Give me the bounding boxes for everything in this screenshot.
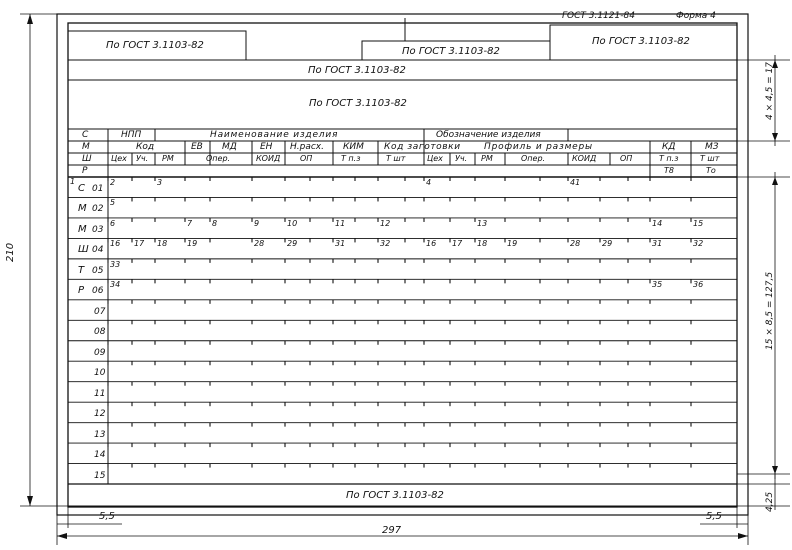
md-header: МД — [222, 142, 237, 152]
kim-header: КИМ — [343, 142, 364, 152]
dim-top-block: 4 × 4,5 = 17 — [765, 61, 775, 120]
standard-reference: ГОСТ 3.1121-84 — [562, 11, 635, 21]
sh-koid: КОИД — [256, 154, 281, 163]
cell-number: 18 — [157, 239, 168, 249]
dim-width-total: 297 — [382, 525, 402, 536]
cell-number: 5 — [110, 198, 116, 208]
kd-header: КД — [662, 142, 676, 152]
row-number: 07 — [94, 306, 106, 317]
sh-koid-2: КОИД — [572, 154, 597, 163]
form-label: Форма 4 — [676, 11, 716, 21]
row-number: 12 — [94, 409, 106, 420]
sh-section-2: Уч. — [455, 154, 468, 163]
npp-header: НПП — [121, 130, 142, 140]
n-rash-header: Н.расх. — [290, 142, 324, 152]
cell-number: 2 — [110, 178, 116, 187]
row-number: 15 — [94, 470, 106, 481]
sh-tpz-2: Т п.з — [659, 154, 679, 163]
sh-operation: Опер. — [206, 154, 231, 163]
cell-number: 6 — [110, 218, 116, 228]
cell-number: 3 — [157, 178, 163, 187]
cell-number: 32 — [380, 239, 391, 249]
dim-rows-block: 15 × 8,5 = 127,5 — [765, 271, 775, 350]
cell-number: 19 — [507, 239, 518, 249]
row-number: 04 — [92, 245, 104, 256]
cell-number: 9 — [254, 218, 260, 228]
row-number: 01 — [92, 184, 104, 194]
cell-number: 18 — [477, 239, 488, 249]
ref-box-middle: По ГОСТ 3.1103-82 — [402, 46, 500, 57]
dim-bottom-block: 4,25 — [765, 491, 775, 512]
row-number: 14 — [94, 450, 106, 461]
cell-number: 36 — [693, 280, 704, 290]
product-designation-header: Обозначение изделия — [436, 130, 541, 140]
ref-band-bottom: По ГОСТ 3.1103-82 — [346, 490, 444, 501]
sh-op-2: ОП — [620, 154, 633, 163]
ref-box-right: По ГОСТ 3.1103-82 — [592, 36, 690, 47]
ref-band-1: По ГОСТ 3.1103-82 — [308, 65, 406, 76]
row-type-label: М — [78, 203, 87, 215]
row-type-label: М — [78, 223, 87, 235]
cell-number: 31 — [652, 239, 663, 249]
cell-number: 19 — [187, 239, 198, 249]
cell-number: 14 — [652, 218, 663, 228]
sh-tpz: Т п.з — [341, 154, 361, 163]
first-row-marker: 1 — [70, 177, 76, 186]
row-number: 08 — [94, 327, 106, 338]
row-number: 09 — [94, 347, 106, 358]
row-m-label: М — [82, 142, 90, 152]
cell-number: 28 — [570, 239, 581, 249]
sh-tsht-2: Т шт — [700, 154, 720, 163]
row-sh-label: Ш — [82, 154, 92, 164]
en-header: ЕН — [260, 142, 273, 152]
row-type-label: Ш — [78, 244, 89, 256]
row-number: 13 — [94, 429, 106, 440]
cell-number: 11 — [335, 218, 346, 228]
sh-tsht: Т шт — [386, 154, 406, 163]
sh-shop: Цех — [111, 154, 127, 163]
cell-number: 35 — [652, 280, 663, 290]
sh-shop-2: Цех — [427, 154, 443, 163]
row-number: 03 — [92, 224, 104, 235]
sh-op: ОП — [300, 154, 313, 163]
cell-number: 13 — [477, 218, 488, 228]
row-number: 10 — [94, 368, 106, 379]
cell-number: 12 — [380, 218, 391, 228]
dim-margin-right: 5,5 — [706, 511, 722, 522]
cell-number: 10 — [287, 218, 298, 228]
cell-number: 31 — [335, 239, 346, 249]
row-number: 02 — [92, 204, 104, 215]
profile-sizes-header: Профиль и размеры — [484, 142, 593, 152]
cell-number: 17 — [452, 239, 463, 249]
row-type-label: Т — [78, 264, 85, 276]
blank-code-header: Код заготовки — [384, 142, 461, 152]
dim-height-total: 210 — [5, 242, 16, 262]
cell-number: 7 — [187, 218, 193, 228]
row-number: 06 — [92, 286, 104, 297]
cell-number: 29 — [287, 239, 298, 249]
row-r-label: Р — [82, 166, 88, 176]
row-type-label: Р — [78, 285, 85, 297]
sh-workplace: РМ — [162, 154, 174, 163]
cell-number: 41 — [570, 178, 581, 187]
row-c-label: С — [82, 130, 89, 140]
sh-operation-2: Опер. — [521, 154, 546, 163]
cell-number: 28 — [254, 239, 265, 249]
cell-number: 34 — [110, 280, 121, 290]
r-to: То — [706, 166, 716, 175]
cell-number: 15 — [693, 218, 704, 228]
sh-section: Уч. — [136, 154, 149, 163]
mz-header: МЗ — [705, 142, 719, 152]
ref-band-2: По ГОСТ 3.1103-82 — [309, 98, 407, 109]
ev-header: ЕВ — [191, 142, 203, 152]
row-type-label: С — [78, 183, 85, 194]
code-header: Код — [136, 142, 155, 152]
cell-number: 4 — [426, 178, 432, 187]
cell-number: 33 — [110, 259, 121, 269]
cell-number: 17 — [134, 239, 145, 249]
sh-workplace-2: РМ — [481, 154, 493, 163]
cell-number: 32 — [693, 239, 704, 249]
dim-margin-left: 5,5 — [99, 511, 115, 522]
cell-number: 16 — [426, 239, 437, 249]
cell-number: 16 — [110, 239, 121, 249]
cell-number: 8 — [212, 218, 218, 228]
product-name-header: Наименование изделия — [210, 130, 339, 140]
row-number: 11 — [94, 388, 106, 399]
row-number: 05 — [92, 265, 104, 276]
r-t8: Т8 — [664, 166, 674, 175]
cell-number: 29 — [602, 239, 613, 249]
ref-box-left: По ГОСТ 3.1103-82 — [106, 40, 204, 51]
